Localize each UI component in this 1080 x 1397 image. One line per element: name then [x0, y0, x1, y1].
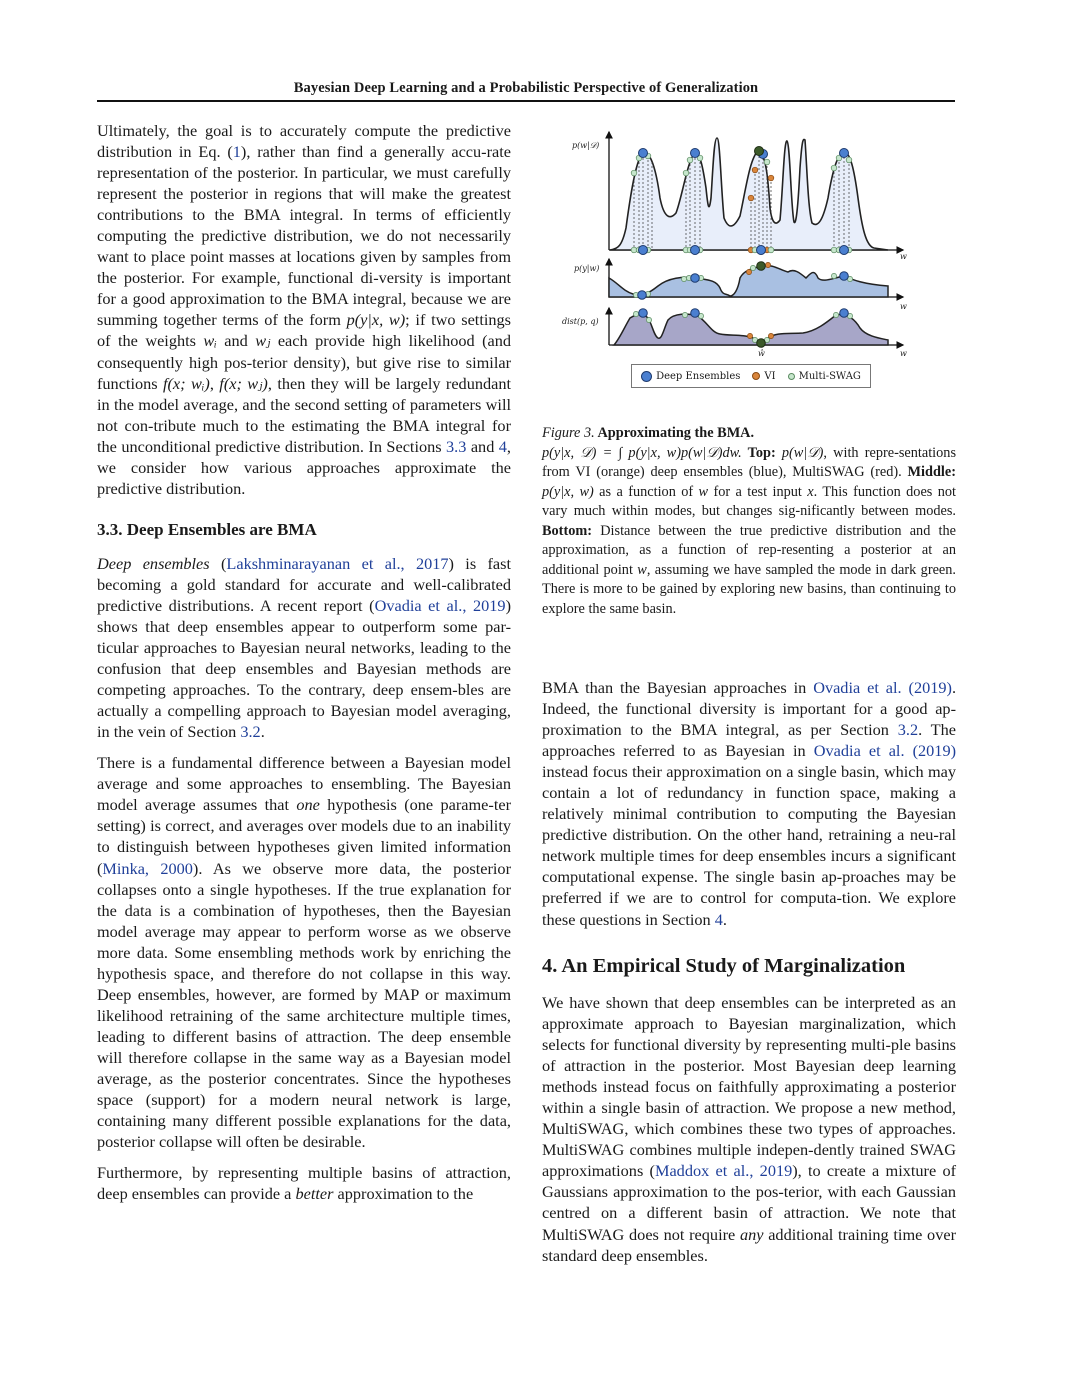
paragraph-empirical-study [542, 992, 956, 1266]
citation-link[interactable]: Ovadia et al. (2019) [813, 678, 952, 697]
legend-item-deep-ensembles [641, 371, 740, 382]
section-ref-link[interactable]: 3.2 [897, 720, 919, 740]
bottom-xlabel: w [900, 349, 907, 358]
header-rule [97, 100, 955, 102]
citation-link[interactable]: Minka, 2000 [102, 858, 193, 878]
text-italic: better [295, 1184, 334, 1204]
text: BMA than the Bayesian approaches in [542, 678, 814, 697]
text: ), to create a mixture of Gaussians approximation to the pos-terior, with each Gaussian centred on a different basin of attraction. We note that MultiSWAG does not require [542, 1161, 957, 1244]
paragraph-furthermore [97, 1162, 511, 1204]
math-inline: x [807, 483, 814, 500]
text: and [466, 436, 499, 456]
figure-title: Approximating the BMA. [594, 425, 755, 441]
section-ref-link[interactable]: 3.3 [446, 436, 467, 456]
text-italic: any [739, 1224, 764, 1244]
figure-legend [631, 364, 871, 388]
distance-curve [614, 314, 888, 345]
section-ref-link[interactable]: 4 [498, 436, 507, 456]
text: as a function of [593, 483, 699, 500]
text: hypothesis (one parame-ter setting) is correct, and averages over models due to an inability to distinguish between hypotheses given limited information ( [97, 795, 512, 878]
math-inline: w [637, 561, 647, 578]
section-heading: 3.3. Deep Ensembles are BMA [97, 519, 317, 539]
math-inline: f(x; wᵢ) [162, 373, 210, 393]
text: Furthermore, by representing multiple basins of attraction, deep ensembles can provide a [97, 1163, 511, 1204]
math-inline: w [698, 483, 709, 500]
citation-link[interactable]: Ovadia et al. (2019) [813, 741, 957, 761]
top-xlabel: w [900, 252, 907, 261]
section-ref-link[interactable]: 4 [714, 909, 723, 929]
w-hat-marker: ŵ [758, 349, 765, 358]
text: Distance between the true predictive distribution and the approximation, as a function of rep-resenting a posterior at an additional point [542, 522, 956, 578]
text: , assuming we have sampled the mode in dark green. There is more to be gained by exploring new basins, than continuing to explore the same basin. [542, 561, 956, 617]
legend-label: Multi-SWAG [798, 370, 861, 382]
citation-link[interactable]: Ovadia et al., 2019 [374, 595, 506, 615]
text: . [260, 722, 265, 742]
math-inline: p(w|𝒟) [775, 444, 824, 461]
legend-item-vi [752, 371, 775, 382]
section-ref-link[interactable]: 3.2 [240, 722, 261, 742]
text: ; if two settings of the weights [97, 310, 511, 351]
text: , then they will be largely redundant in the model average, and the second setting of parameters will not con-tribute much to the estimating the BMA integral for the unconditional predictive distribution. In Sections [97, 373, 512, 456]
text: . This function does not vary much within modes, but changes sig-nificantly between modes. [542, 483, 957, 519]
bottom-ylabel: dist(p, q) [562, 317, 599, 326]
text: and [216, 331, 256, 351]
right-column-top [542, 677, 956, 930]
caption-bold: Top: [741, 444, 776, 461]
citation-link[interactable]: Maddox et al., 2019 [654, 1161, 793, 1181]
caption-bold: Middle: [901, 464, 956, 480]
math-inline: p(y|x, w) [542, 483, 594, 500]
caption-bold: Bottom: [542, 522, 593, 539]
text: . The approaches referred to as Bayesian in [542, 720, 956, 761]
citation-link[interactable]: Lakshminarayanan et al., 2017 [226, 553, 449, 573]
text: each provide high likelihood (and consequently high pos-terior density), but give rise to similar functions [97, 331, 511, 393]
section-heading-4: 4. An Empirical Study of Marginalization [542, 955, 906, 977]
text: . Indeed, the functional diversity is important for a good ap-proximation to the BMA integral, as per Section [542, 678, 957, 740]
middle-ylabel: p(y|w) [574, 264, 600, 273]
math-inline: f(x; wⱼ) [219, 373, 268, 393]
text: , with repre-sentations from VI (orange) deep ensembles (blue), MultiSWAG (red). [542, 444, 957, 480]
left-column [97, 120, 511, 1204]
text-italic: Deep ensembles [97, 553, 210, 573]
text: There is a fundamental difference between a Bayesian model average and some approaches to ensembling. The Bayesian model average assumes that [97, 753, 511, 815]
text: additional training time over standard deep ensembles. [542, 1224, 956, 1265]
top-ylabel: p(w|𝒟) [572, 141, 600, 150]
figure-3-plot [548, 128, 928, 390]
paragraph-bma-continued [542, 677, 956, 930]
text: for a test input [708, 483, 808, 500]
text: Ultimately, the goal is to accurately compute the predictive distribution in Eq. ( [97, 121, 511, 162]
text: ( [209, 553, 227, 573]
legend-label: VI [764, 370, 776, 382]
orange-circle-icon [752, 372, 760, 380]
green-circle-icon [788, 373, 795, 380]
running-title: Bayesian Deep Learning and a Probabilistic Perspective of Generalization [293, 80, 759, 96]
text: We have shown that deep ensembles can be interpreted as an approximate approach to Bayesian marginalization, which selects for functional diversity by representing multi-ple basins of attraction in the posterior. Most Bayesian deep learning methods instead focus on faithfully approximating a posterior within a single basin of attraction. We propose a new method, MultiSWAG, which combines these two types of approaches. MultiSWAG combines multiple indepen-dently trained SWAG approximations ( [542, 993, 956, 1181]
figure-label: Figure 3. [542, 425, 595, 441]
text: ) is fast becoming a gold standard for accurate and well-calibrated predictive distributions. A recent report ( [97, 553, 512, 615]
text: , [209, 373, 220, 393]
math-inline: p(y|x, 𝒟) = ∫ p(y|x, w)p(w|𝒟)dw. [542, 444, 742, 461]
paragraph-deep-ensembles [97, 553, 511, 742]
text: approximation to the [333, 1184, 474, 1204]
legend-label: Deep Ensembles [656, 370, 741, 382]
text: ). As we observe more data, the posterior collapses onto a single hypotheses. If the true explanation for the data is a combination of hypotheses, then the Bayesian model average may appear to perform worse as we observe more data. Some ensembling methods work by enriching the hypothesis space, and therefore do not collapse in this way. Deep ensembles, however, are formed by MAP or maximum likelihood retraining of the same architecture multiple times, leading to different basins of attraction. The deep ensemble will therefore collapse in the same way as a Bayesian model average, as the posterior concentrates. Since the hypotheses space (support) for a modern neural network is large, containing many different possible explanations for the data, posterior collapse will often be desirable. [97, 858, 511, 1152]
paragraph-fundamental-difference [97, 752, 511, 1152]
math-inline: p(y|x, w) [346, 310, 406, 330]
math-inline: wᵢ [203, 331, 217, 351]
blue-circle-icon [641, 371, 652, 382]
text: instead focus their approximation on a single basin, which may contain a lot of redundancy in function space, making a relatively minimal contribution to computing the Bayesian predictive distribution. On the other hand, retraining a neu-ral network multiple times for deep ensembles incurs a significant computational expense. The single basin ap-proaches may be preferred if we are to control for computa-tion. We explore these questions in Section [542, 762, 956, 929]
text-italic: one [296, 795, 320, 815]
right-column-bottom [542, 992, 956, 1266]
text: ), rather than find a generally accu-rate representation of the posterior. In particular, we must carefully represent the posterior in regions that will make the greatest contributions to the BMA integral. In terms of efficiently computing the predictive distribution, we do not necessarily want to place point masses at locations given by samples from the posterior. For example, functional di-versity is important for a good approximation to the BMA integral, because we are summing together terms of the form [97, 142, 511, 330]
middle-xlabel: w [900, 302, 907, 311]
math-inline: wⱼ [255, 331, 271, 351]
figure-3 [548, 128, 928, 390]
equation-ref-link[interactable]: 1 [232, 142, 241, 162]
paragraph-intro [97, 120, 511, 499]
text: ) shows that deep ensembles appear to outperform some par-ticular approaches to Bayesian neural networks, leading to the confusion that deep ensembles and Bayesian methods are competing approaches. To the contrary, deep ensem-bles are actually a compelling approach to Bayesian model averaging, in the vein of Section [97, 595, 511, 742]
figure-caption [542, 424, 956, 619]
legend-item-multi-swag [788, 371, 861, 382]
text: , we consider how various approaches approximate the predictive distribution. [97, 436, 511, 498]
text: . [722, 909, 727, 929]
